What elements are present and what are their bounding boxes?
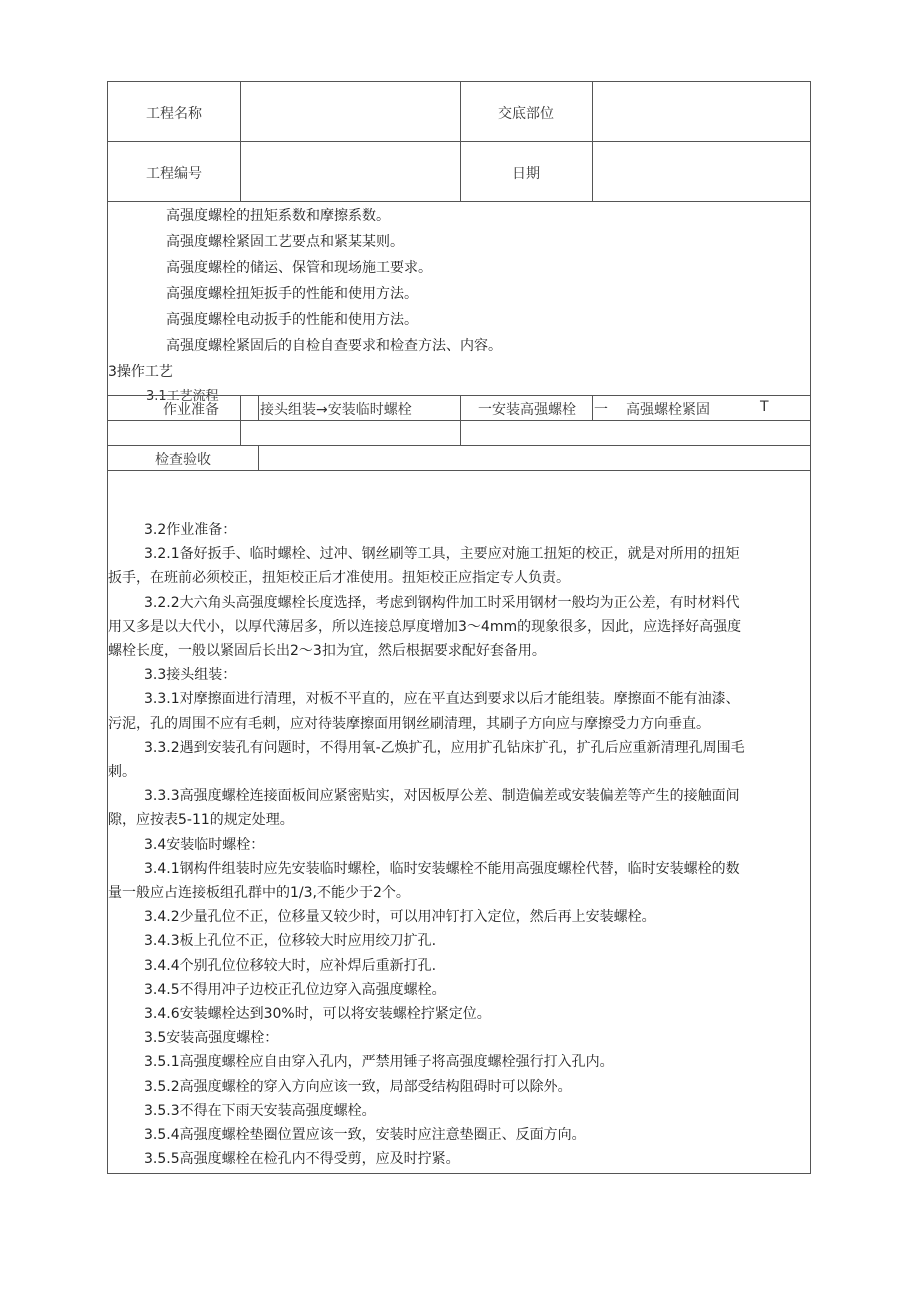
body-line: 3.4.5不得用冲子边校正孔位边穿入高强度螺栓。 xyxy=(144,982,446,998)
body-line: 3.4.4个别孔位位移较大时，应补焊后重新打孔. xyxy=(144,958,437,974)
flow-step-fasten-suffix: T xyxy=(760,399,769,415)
intro-item: 高强度螺栓扭矩扳手的性能和使用方法。 xyxy=(166,286,418,302)
flow-col-divider-5 xyxy=(258,445,259,470)
flow-step-inspect: 检查验收 xyxy=(155,452,211,468)
body-line: 用又多是以大代小，以厚代薄居多，所以连接总厚度增加3～4mm的现象很多，因此，应选择好高强度 xyxy=(108,619,742,635)
subsection-title: 3.4安装临时螺栓： xyxy=(144,837,265,853)
flow-step-install-bolt: 一安装高强螺栓 xyxy=(478,402,576,418)
flow-col-divider-1 xyxy=(240,395,241,445)
subsection-title: 3.5安装高强度螺栓： xyxy=(144,1030,279,1046)
section-3-1-title: 3.1工艺流程 xyxy=(146,389,219,404)
body-line: 3.5.1高强度螺栓应自由穿入孔内，严禁用锤子将高强度螺栓强行打入孔内。 xyxy=(144,1054,614,1070)
subsection-title: 3.3接头组装： xyxy=(144,667,237,683)
body-line: 3.3.3高强度螺栓连接面板间应紧密贴实，对因板厚公差、制造偏差或安装偏差等产生的接触面间 xyxy=(144,788,740,804)
header-bottom-line xyxy=(107,201,811,202)
flow-row-divider-2 xyxy=(107,445,811,446)
body-line: 扳手，在班前必须校正，扭矩校正后才准使用。扭矩校正应指定专人负责。 xyxy=(108,570,570,586)
body-line: 3.2.1备好扳手、临时螺栓、过冲、钢丝刷等工具，主要应对施工扭矩的校正，就是对所用的扭矩 xyxy=(144,546,740,562)
body-line: 螺栓长度，一般以紧固后长出2～3扣为宜，然后根据要求配好套备用。 xyxy=(108,643,546,659)
flow-top-line xyxy=(107,395,811,396)
body-line: 3.5.4高强度螺栓垫圈位置应该一致，安装时应注意垫圈正、反面方向。 xyxy=(144,1127,586,1143)
body-line: 污泥，孔的周围不应有毛刺，应对待装摩擦面用钢丝刷清理，其刷子方向应与摩擦受力方向垂直。 xyxy=(108,716,710,732)
intro-item: 高强度螺栓的储运、保管和现场施工要求。 xyxy=(166,260,432,276)
intro-item: 高强度螺栓紧固后的自检自查要求和检查方法、内容。 xyxy=(166,338,502,354)
header-row-divider xyxy=(107,141,811,142)
flow-row-divider-1 xyxy=(107,420,811,421)
header-col-divider-1 xyxy=(240,81,241,201)
intro-item: 高强度螺栓紧固工艺要点和紧某某则。 xyxy=(166,234,404,250)
body-line: 3.5.3不得在下雨天安装高强度螺栓。 xyxy=(144,1103,376,1119)
body-line: 3.5.5高强度螺栓在检孔内不得受剪，应及时拧紧。 xyxy=(144,1151,460,1167)
section-3-title: 3操作工艺 xyxy=(108,364,173,380)
flow-step-assemble: 接头组装→安装临时螺栓 xyxy=(260,402,412,418)
flow-col-divider-3 xyxy=(460,395,461,445)
body-line: 3.4.2少量孔位不正，位移量又较少时，可以用冲钉打入定位，然后再上安装螺栓。 xyxy=(144,909,656,925)
flow-step-fasten-prefix: 一 xyxy=(594,402,608,418)
header-col-divider-3 xyxy=(592,81,593,201)
flow-bottom-line xyxy=(107,470,811,471)
body-line: 3.4.3板上孔位不正，位移较大时应用绞刀扩孔. xyxy=(144,933,437,949)
body-line: 量一般应占连接板组孔群中的1/3,不能少于2个。 xyxy=(108,885,410,901)
date-label: 日期 xyxy=(512,166,540,182)
handover-part-label: 交底部位 xyxy=(498,106,554,122)
intro-item: 高强度螺栓电动扳手的性能和使用方法。 xyxy=(166,312,418,328)
body-line: 3.4.1钢构件组装时应先安装临时螺栓，临时安装螺栓不能用高强度螺栓代替，临时安装螺栓的数 xyxy=(144,861,740,877)
flow-col-divider-4 xyxy=(592,395,593,420)
body-line: 刺。 xyxy=(108,764,136,780)
body-line: 3.5.2高强度螺栓的穿入方向应该一致，局部受结构阻碍时可以除外。 xyxy=(144,1079,572,1095)
subsection-title: 3.2作业准备： xyxy=(144,522,237,538)
header-col-divider-2 xyxy=(460,81,461,201)
body-line: 3.2.2大六角头高强度螺栓长度选择，考虑到钢构件加工时采用钢材一般均为正公差，有时材料代 xyxy=(144,595,740,611)
body-line: 3.3.2遇到安装孔有问题时，不得用氧-乙焕扩孔，应用扩孔钻床扩孔，扩孔后应重新清理孔周围毛 xyxy=(144,740,745,756)
flow-col-divider-2 xyxy=(258,395,259,420)
body-line: 3.3.1对摩擦面进行清理，对板不平直的，应在平直达到要求以后才能组装。摩擦面不能有油漆、 xyxy=(144,691,740,707)
flow-step-prepare: 作业准备 xyxy=(163,402,219,418)
flow-step-fasten: 高强螺栓紧固 xyxy=(626,402,710,418)
project-number-label: 工程编号 xyxy=(146,166,202,182)
body-line: 隙，应按表5-11的规定处理。 xyxy=(108,812,294,828)
body-line: 3.4.6安装螺栓达到30%时，可以将安装螺栓拧紧定位。 xyxy=(144,1006,491,1022)
intro-item: 高强度螺栓的扭矩系数和摩擦系数。 xyxy=(166,208,390,224)
project-name-label: 工程名称 xyxy=(146,106,202,122)
